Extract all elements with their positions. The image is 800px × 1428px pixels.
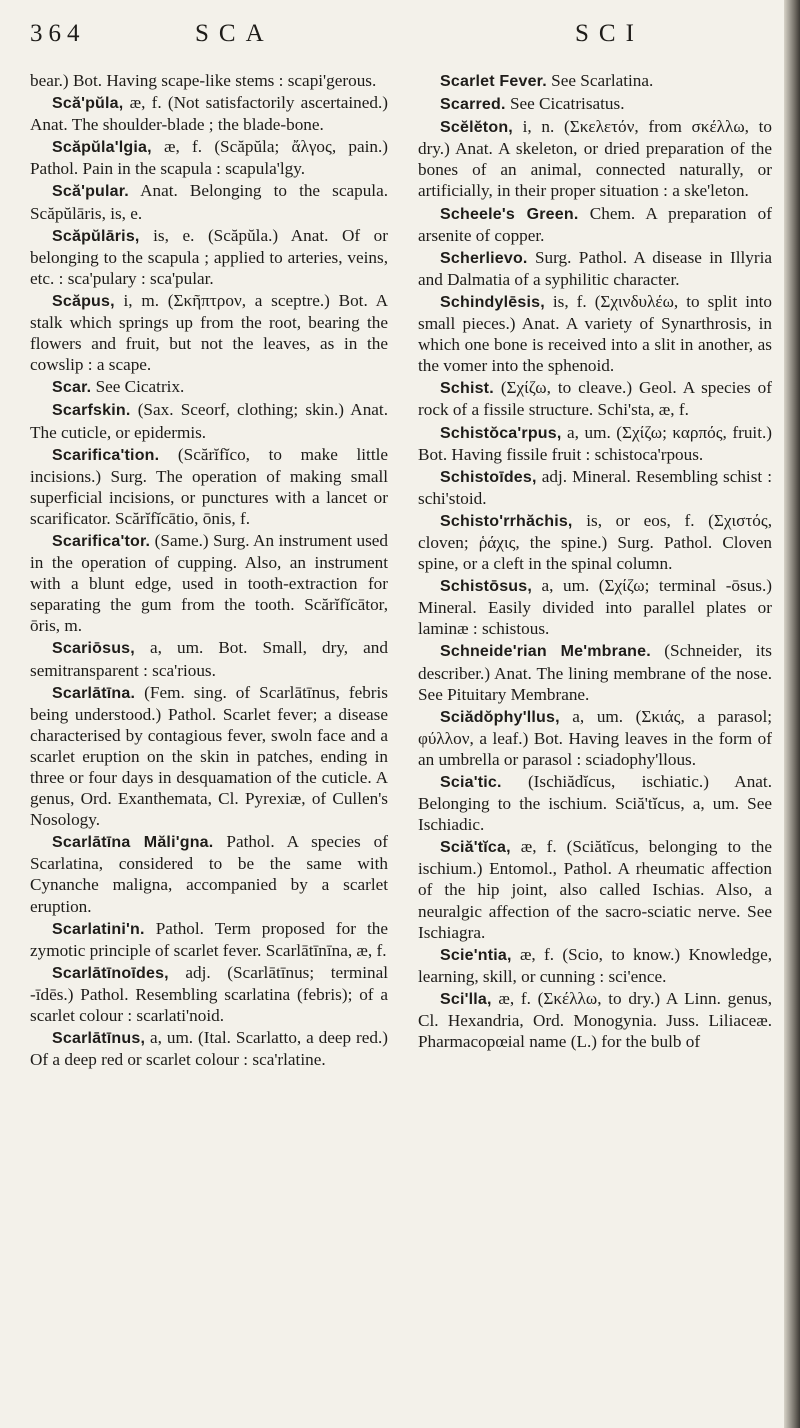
entry-headword: Scă'pular. <box>52 183 129 201</box>
entry-definition: (Fem. sing. of Scarlātīnus, febris being understood.) Pathol. Scarlet fever; a disease characterised by contagious fever, swoln face and a scarlet eruption on the skin in patches, ending in three or four days in desquamation of the cuticle. A genus, Ord. Exanthemata, Cl. Pyrexiæ, of Cullen's Nosology. <box>30 682 388 830</box>
dictionary-entry <box>30 136 388 179</box>
entry-headword: Scarfskin. <box>52 402 131 420</box>
entry-headword: Schistōsus, <box>440 578 533 596</box>
entry-definition: adj. (Scarlātīnus; terminal -īdēs.) Pathol. Resembling scarlatina (febris); of a scarlet colour : scarlati'noid. <box>30 962 388 1026</box>
left-column <box>30 70 388 1070</box>
entry-headword: Scăpŭlāris, <box>52 227 140 245</box>
entry-definition: is, or eos, f. (Σχιστός, cloven; ῥάχις, the spine.) Surg. Pathol. Cloven spine, or a cleft in the spinal column. <box>418 510 772 574</box>
entry-definition: adj. Mineral. Resembling schist : schi'stoid. <box>418 466 772 508</box>
entry-headword: Schisto'rrhăchis, <box>440 512 573 530</box>
right-column <box>418 70 772 1052</box>
dictionary-entry <box>30 376 388 398</box>
entry-headword: Scherlievo. <box>440 249 528 267</box>
entry-definition: (Schneider, its describer.) Anat. The lining membrane of the nose. See Pituitary Membrane. <box>418 641 772 704</box>
dictionary-entry <box>418 70 772 92</box>
dictionary-entry <box>418 422 772 465</box>
dictionary-entry <box>30 637 388 680</box>
dictionary-entry <box>30 225 388 289</box>
dictionary-entry <box>30 831 388 916</box>
dictionary-entry <box>30 70 388 91</box>
entry-headword: Scarifica'tor. <box>52 532 151 550</box>
entry-definition: Surg. Pathol. A disease in Illyria and Dalmatia of a syphilitic character. <box>418 247 772 289</box>
dictionary-entry <box>418 988 772 1052</box>
dictionary-entry <box>30 399 388 442</box>
entry-headword: Schistoīdes, <box>440 468 537 486</box>
entry-definition: bear.) Bot. Having scape-like stems : scapi'gerous. <box>30 71 377 90</box>
entry-headword: Scarred. <box>440 96 506 114</box>
dictionary-entry <box>30 1027 388 1070</box>
entry-definition: a, um. (Σκιάς, a parasol; φύλλον, a leaf.) Bot. Having leaves in the form of an umbrella or parasol : sciadophy'llous. <box>418 706 772 769</box>
dictionary-entry <box>30 180 388 223</box>
entry-definition: (Same.) Surg. An instrument used in the operation of cupping. Also, an instrument with a blunt edge, used in tooth-extraction for separating the gum from the tooth. Scărĭfĭcātor, ōris, m. <box>30 530 388 636</box>
dictionary-entry <box>418 640 772 704</box>
dictionary-entry <box>418 203 772 246</box>
entry-definition: Pathol. Term proposed for the zymotic principle of scarlet fever. Scarlātīnīna, æ, f. <box>30 918 388 960</box>
entry-definition: æ, f. (Scio, to know.) Knowledge, learning, skill, or cunning : sci'ence. <box>418 944 772 986</box>
dictionary-entry <box>418 706 772 770</box>
entry-headword: Scarlet Fever. <box>440 73 547 90</box>
dictionary-entry <box>418 836 772 942</box>
dictionary-entry <box>418 291 772 376</box>
dictionary-entry <box>418 247 772 290</box>
page-header <box>0 16 800 56</box>
entry-headword: Schneide'rian Me'mbrane. <box>440 643 651 661</box>
entry-definition: Anat. Belonging to the scapula. Scăpŭlāris, is, e. <box>30 181 388 223</box>
entry-definition: æ, f. (Scăpŭla; ἄλγος, pain.) Pathol. Pain in the scapula : scapula'lgy. <box>30 137 388 179</box>
entry-headword: Sciă'tĭca, <box>440 839 511 857</box>
page-number: 364 <box>30 20 86 47</box>
entry-definition: æ, f. (Not satisfactorily ascertained.) Anat. The shoulder-blade ; the blade-bone. <box>30 93 388 135</box>
dictionary-entry <box>418 771 772 835</box>
dictionary-entry <box>30 530 388 636</box>
running-head-left: SCA <box>195 20 274 47</box>
entry-definition: i, m. (Σκῆπτρον, a sceptre.) Bot. A stalk which springs up from the root, bearing the flowers and fruit, but not the leaves, as in the cowslip : a scape. <box>30 290 388 375</box>
dictionary-entry <box>418 377 772 420</box>
entry-definition: a, um. (Ital. Scarlatto, a deep red.) Of a deep red or scarlet colour : sca'rlatine. <box>30 1028 388 1070</box>
entry-definition: See Cicatrix. <box>91 377 185 397</box>
dictionary-entry <box>418 944 772 987</box>
entry-headword: Scia'tic. <box>440 774 502 791</box>
dictionary-entry <box>418 575 772 639</box>
entry-headword: Scarlātīnoīdes, <box>52 964 169 982</box>
entry-definition: (Scărĭfĭco, to make little incisions.) Surg. The operation of making small superficial incisions, or punctures with a lancet or scarificator. Scărĭfĭcātio, ōnis, f. <box>30 444 388 528</box>
entry-definition: (Sax. Sceorf, clothing; skin.) Anat. The cuticle, or epidermis. <box>30 400 388 442</box>
entry-headword: Schindylēsis, <box>440 293 545 311</box>
entry-definition: a, um. Bot. Small, dry, and semitransparent : sca'rious. <box>30 638 388 680</box>
entry-headword: Scĕlĕton, <box>440 119 513 137</box>
entry-headword: Scăpus, <box>52 292 115 310</box>
dictionary-entry <box>418 93 772 115</box>
dictionary-entry <box>30 92 388 135</box>
entry-headword: Scarlātīna. <box>52 684 136 702</box>
dictionary-entry <box>418 510 772 574</box>
dictionary-entry <box>30 682 388 831</box>
dictionary-entry <box>30 962 388 1026</box>
page-edge-shadow <box>784 0 800 1428</box>
entry-definition: æ, f. (Σκέλλω, to dry.) A Linn. genus, Cl. Hexandria, Ord. Monogynia. Juss. Liliaceæ. Pharmacopœial name (L.) for the bulb of <box>418 988 772 1052</box>
entry-headword: Schistŏca'rpus, <box>440 424 562 442</box>
entry-definition: See Cicatrisatus. <box>505 94 625 114</box>
entry-headword: Scarlātīnus, <box>52 1030 146 1048</box>
dictionary-entry <box>30 290 388 375</box>
entry-definition: a, um. (Σχίζω; καρπός, fruit.) Bot. Having fissile fruit : schistoca'rpous. <box>418 422 772 464</box>
entry-definition: is, e. (Scăpŭla.) Anat. Of or belonging to the scapula ; applied to arteries, veins, etc. : sca'pulary : sca'pular. <box>30 225 388 288</box>
entry-definition: See Scarlatina. <box>546 71 654 90</box>
dictionary-entry <box>30 444 388 529</box>
entry-headword: Scheele's Green. <box>440 205 579 223</box>
entry-definition: i, n. (Σκελετόν, from σκέλλω, to dry.) Anat. A skeleton, or dried preparation of the bones of an animal, connected naturally, or artificially, in their proper situation : a ske'leton. <box>418 117 772 201</box>
entry-definition: a, um. (Σχίζω; terminal -ōsus.) Mineral. Easily divided into parallel plates or laminæ : schistous. <box>418 576 772 639</box>
entry-headword: Scie'ntia, <box>440 946 512 964</box>
dictionary-entry <box>30 918 388 961</box>
dictionary-entry <box>418 466 772 509</box>
entry-definition: Chem. A preparation of arsenite of copper. <box>418 203 772 245</box>
entry-definition: (Ischiădĭcus, ischiatic.) Anat. Belonging to the ischium. Sciă'tĭcus, a, um. See Ischiadic. <box>418 772 772 835</box>
entry-headword: Scă'pŭla, <box>52 95 124 113</box>
entry-headword: Sciădŏphy'llus, <box>440 708 560 726</box>
entry-headword: Scarlatini'n. <box>52 920 145 938</box>
dictionary-entry <box>418 116 772 201</box>
entry-headword: Schist. <box>440 380 494 398</box>
running-head-right: SCI <box>575 20 644 47</box>
entry-definition: æ, f. (Sciătĭcus, belonging to the ischium.) Entomol., Pathol. A rheumatic affection of the hip joint, also called Ischias. Also, a neuralgic affection of the sacro-sciatic nerve. See Ischiagra. <box>418 837 772 942</box>
entry-definition: (Σχίζω, to cleave.) Geol. A species of rock of a fissile structure. Schi'sta, æ, f. <box>418 378 772 420</box>
entry-headword: Scarlātīna Măli'gna. <box>52 834 214 852</box>
entry-definition: is, f. (Σχινδυλέω, to split into small pieces.) Anat. A variety of Synarthrosis, in which one bone is received into a slit in another, as the vomer into the sphenoid. <box>418 291 772 376</box>
entry-headword: Scariōsus, <box>52 640 135 658</box>
entry-headword: Scar. <box>52 379 92 397</box>
entry-definition: Pathol. A species of Scarlatina, considered to be the same with Cynanche maligna, accompanied by a scarlet eruption. <box>30 832 388 916</box>
entry-headword: Sci'lla, <box>440 990 492 1008</box>
entry-headword: Scarifica'tion. <box>52 446 160 464</box>
entry-headword: Scăpŭla'lgia, <box>52 139 152 157</box>
